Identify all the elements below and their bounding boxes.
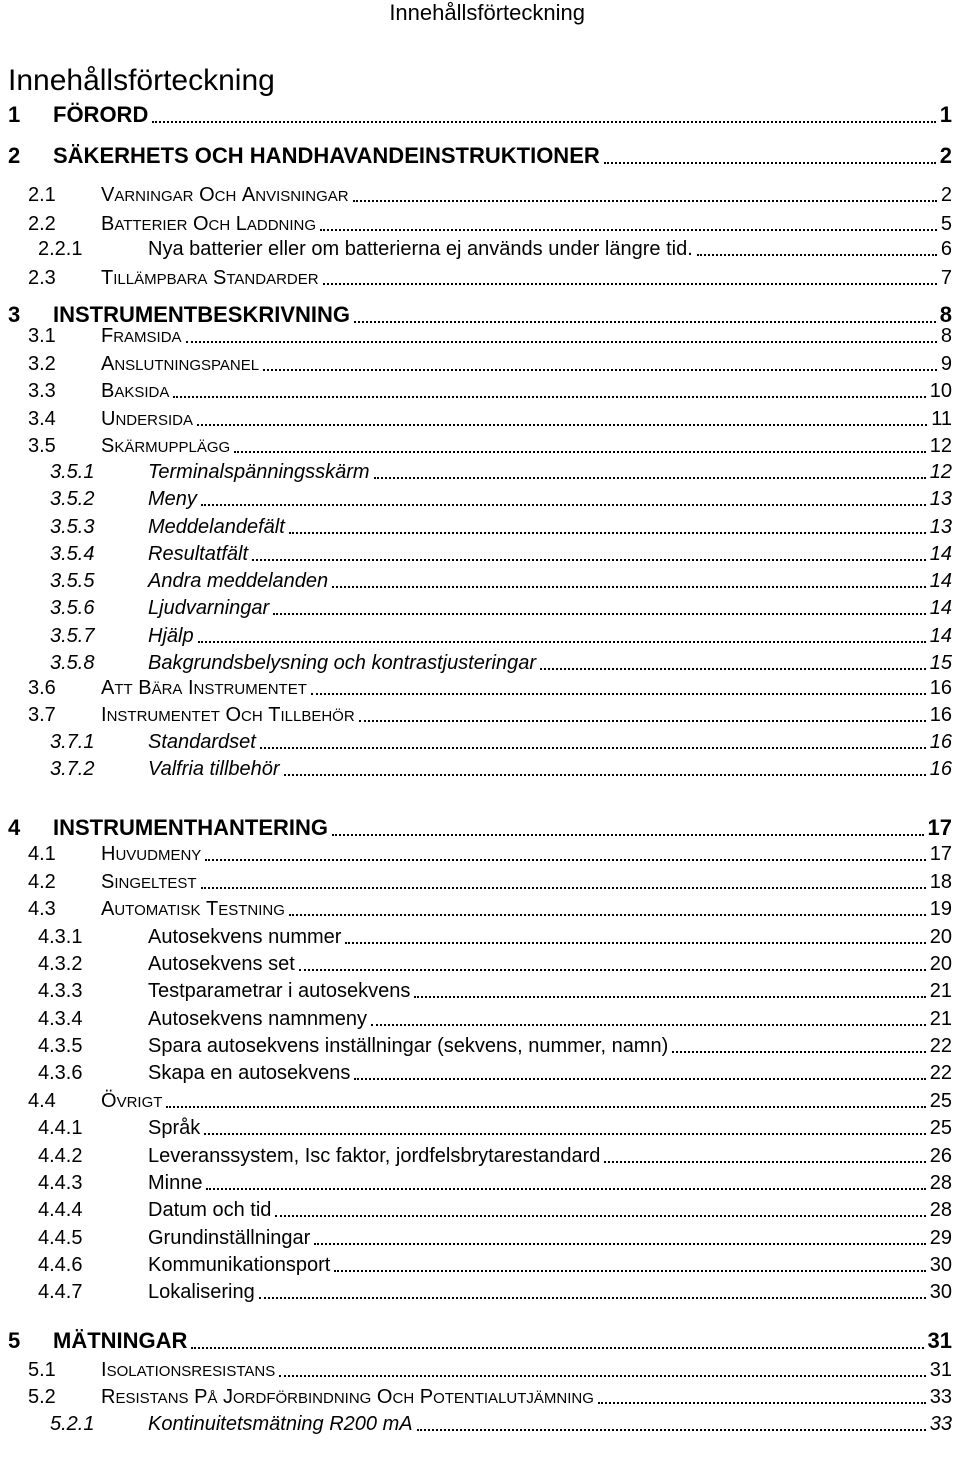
toc-entry[interactable] bbox=[0, 262, 960, 292]
toc-entry-number: 4.4.5 bbox=[38, 1227, 83, 1249]
toc-entry[interactable] bbox=[0, 565, 960, 595]
toc-entry[interactable] bbox=[0, 1276, 960, 1306]
toc-entry-title: Kommunikationsport bbox=[148, 1254, 331, 1276]
toc-dot-leader bbox=[173, 396, 925, 398]
toc-entry-number: 4.2 bbox=[28, 871, 56, 893]
toc-entry[interactable] bbox=[0, 1030, 960, 1060]
toc-entry-title: Testparametrar i autosekvens bbox=[148, 980, 411, 1002]
toc-entry-number: 3.5.1 bbox=[50, 461, 95, 483]
toc-entry[interactable] bbox=[0, 699, 960, 729]
toc-entry-page-number: 15 bbox=[929, 652, 952, 674]
toc-entry-page-number: 31 bbox=[927, 1328, 952, 1353]
toc-entry[interactable] bbox=[0, 672, 960, 702]
toc-entry[interactable] bbox=[0, 538, 960, 568]
toc-entry[interactable] bbox=[0, 403, 960, 433]
toc-entry[interactable] bbox=[0, 320, 960, 350]
toc-entry-page-number: 2 bbox=[939, 143, 952, 168]
toc-dot-leader bbox=[353, 200, 937, 202]
toc-entry-number: 5 bbox=[8, 1328, 21, 1353]
toc-entry-number: 4.3.2 bbox=[38, 953, 83, 975]
toc-entry-title: I NSTRUMENTET O CH T ILLBEHÖR bbox=[101, 704, 355, 726]
toc-entry-page-number: 29 bbox=[929, 1227, 952, 1249]
toc-entry-page-number: 9 bbox=[940, 353, 952, 375]
toc-entry-number: 3.5.3 bbox=[50, 516, 95, 538]
toc-entry[interactable] bbox=[0, 1222, 960, 1252]
toc-entry-number: 4.4.4 bbox=[38, 1199, 83, 1221]
toc-entry-title: Autosekvens nummer bbox=[148, 926, 342, 948]
toc-entry-page-number: 13 bbox=[929, 488, 952, 510]
toc-dot-leader bbox=[279, 1375, 926, 1377]
toc-entry[interactable] bbox=[0, 1167, 960, 1197]
toc-dot-leader bbox=[604, 162, 936, 164]
toc-entry-title: Meddelandefält bbox=[148, 516, 285, 538]
toc-dot-leader bbox=[334, 1270, 925, 1272]
toc-entry-number: 4.4.6 bbox=[38, 1254, 83, 1276]
toc-entry-number: 3.3 bbox=[28, 380, 56, 402]
toc-entry-title: Bakgrundsbelysning och kontrastjusteringar bbox=[148, 652, 536, 674]
toc-entry-page-number: 8 bbox=[940, 325, 952, 347]
toc-entry-number: 3.4 bbox=[28, 408, 56, 430]
toc-entry-page-number: 28 bbox=[929, 1172, 952, 1194]
toc-entry[interactable] bbox=[0, 1408, 960, 1438]
toc-entry[interactable] bbox=[0, 179, 960, 209]
toc-dot-leader bbox=[198, 641, 926, 643]
toc-entry[interactable] bbox=[0, 1003, 960, 1033]
toc-dot-leader bbox=[371, 1024, 926, 1026]
toc-dot-leader bbox=[414, 996, 925, 998]
toc-dot-leader bbox=[320, 229, 937, 231]
toc-entry-title: SÄKERHETS OCH HANDHAVANDEINSTRUKTIONER bbox=[53, 143, 600, 168]
toc-dot-leader bbox=[260, 747, 926, 749]
toc-entry-page-number: 21 bbox=[929, 1008, 952, 1030]
toc-entry-page-number: 30 bbox=[929, 1281, 952, 1303]
toc-entry-page-number: 22 bbox=[929, 1062, 952, 1084]
toc-entry-number: 4.3.1 bbox=[38, 926, 83, 948]
toc-entry-page-number: 19 bbox=[929, 898, 952, 920]
toc-entry-number: 3.5.8 bbox=[50, 652, 95, 674]
toc-entry-number: 3.5 bbox=[28, 435, 56, 457]
toc-entry-number: 4.4.7 bbox=[38, 1281, 83, 1303]
toc-entry-title: V ARNINGAR O CH A NVISNINGAR bbox=[101, 184, 349, 206]
toc-entry-page-number: 21 bbox=[929, 980, 952, 1002]
toc-entry-page-number: 18 bbox=[929, 871, 952, 893]
toc-entry[interactable] bbox=[0, 456, 960, 486]
toc-entry-title: Andra meddelanden bbox=[148, 570, 329, 592]
toc-entry-title: A TT B ÄRA I NSTRUMENTET bbox=[101, 677, 307, 699]
toc-entry-number: 4.3.3 bbox=[38, 980, 83, 1002]
toc-entry-number: 2.2 bbox=[28, 213, 56, 235]
toc-entry-title: A NSLUTNINGSPANEL bbox=[101, 353, 260, 375]
toc-entry-title: MÄTNINGAR bbox=[53, 1328, 188, 1353]
toc-dot-leader bbox=[540, 668, 926, 670]
toc-entry[interactable] bbox=[0, 1249, 960, 1279]
toc-entry-number: 4.4.3 bbox=[38, 1172, 83, 1194]
toc-entry-title: A UTOMATISK T ESTNING bbox=[101, 898, 285, 920]
toc-dot-leader bbox=[166, 1106, 925, 1108]
toc-entry-page-number: 6 bbox=[940, 238, 952, 260]
toc-entry-title: Leveranssystem, Isc faktor, jordfelsbrytarestandard bbox=[148, 1145, 601, 1167]
toc-entry[interactable] bbox=[0, 948, 960, 978]
toc-dot-leader bbox=[604, 1161, 925, 1163]
toc-entry-number: 5.2.1 bbox=[50, 1413, 95, 1435]
toc-entry[interactable] bbox=[0, 348, 960, 378]
toc-entry-page-number: 16 bbox=[929, 731, 952, 753]
toc-entry-title: R ESISTANS P Å J ORDFÖRBINDNING O CH P OTENTIALUTJÄMNING bbox=[101, 1386, 594, 1408]
toc-entry-number: 3.7.1 bbox=[50, 731, 95, 753]
toc-dot-leader bbox=[201, 504, 926, 506]
toc-dot-leader bbox=[284, 774, 926, 776]
toc-entry-number: 2 bbox=[8, 143, 21, 168]
toc-dot-leader bbox=[417, 1429, 926, 1431]
toc-entry-title: Hjälp bbox=[148, 625, 194, 647]
toc-entry-number: 4.3 bbox=[28, 898, 56, 920]
toc-entry[interactable] bbox=[0, 511, 960, 541]
toc-entry-page-number: 14 bbox=[929, 543, 952, 565]
toc-entry-page-number: 8 bbox=[939, 302, 952, 327]
toc-entry[interactable] bbox=[0, 1354, 960, 1384]
toc-entry[interactable] bbox=[0, 620, 960, 650]
toc-entry-title: Spara autosekvens inställningar (sekvens, nummer, namn) bbox=[148, 1035, 669, 1057]
toc-dot-leader bbox=[191, 1347, 923, 1349]
toc-entry-page-number: 16 bbox=[929, 758, 952, 780]
toc-entry-title: Kontinuitetsmätning R200 mA bbox=[148, 1413, 413, 1435]
toc-entry-title: Skapa en autosekvens bbox=[148, 1062, 351, 1084]
toc-dot-leader bbox=[206, 1188, 925, 1190]
toc-entry-title: Datum och tid bbox=[148, 1199, 272, 1221]
toc-entry[interactable] bbox=[0, 975, 960, 1005]
toc-entry-title: F RAMSIDA bbox=[101, 325, 182, 347]
toc-entry-page-number: 33 bbox=[929, 1413, 952, 1435]
toc-dot-leader bbox=[289, 914, 926, 916]
toc-entry-page-number: 17 bbox=[929, 843, 952, 865]
toc-entry-page-number: 14 bbox=[929, 597, 952, 619]
toc-entry-page-number: 1 bbox=[939, 102, 952, 127]
toc-entry-title: Autosekvens namnmeny bbox=[148, 1008, 368, 1030]
toc-entry-title: Autosekvens set bbox=[148, 953, 295, 975]
toc-entry-number: 4 bbox=[8, 815, 21, 840]
toc-entry[interactable] bbox=[0, 1112, 960, 1142]
toc-dot-leader bbox=[263, 369, 937, 371]
toc-entry[interactable] bbox=[0, 141, 960, 171]
toc-dot-leader bbox=[311, 693, 926, 695]
toc-entry-number: 3.5.6 bbox=[50, 597, 95, 619]
toc-entry-title: Standardset bbox=[148, 731, 256, 753]
toc-entry-number: 4.3.5 bbox=[38, 1035, 83, 1057]
toc-entry-title: H UVUDMENY bbox=[101, 843, 202, 865]
toc-entry-page-number: 10 bbox=[929, 380, 952, 402]
toc-entry-title: Ö VRIGT bbox=[101, 1090, 163, 1112]
toc-entry-page-number: 13 bbox=[929, 516, 952, 538]
toc-entry-number: 4.4.1 bbox=[38, 1117, 83, 1139]
toc-dot-leader bbox=[201, 887, 926, 889]
toc-entry[interactable] bbox=[0, 1140, 960, 1170]
toc-entry-page-number: 14 bbox=[929, 625, 952, 647]
toc-entry-number: 4.4.2 bbox=[38, 1145, 83, 1167]
toc-entry-number: 3.6 bbox=[28, 677, 56, 699]
page-title: Innehållsförteckning bbox=[8, 64, 275, 97]
toc-entry[interactable] bbox=[0, 1085, 960, 1115]
toc-entry-title: Nya batterier eller om batterierna ej används under längre tid. bbox=[148, 238, 693, 260]
toc-dot-leader bbox=[152, 121, 935, 123]
toc-entry-title: Valfria tillbehör bbox=[148, 758, 280, 780]
toc-entry-page-number: 25 bbox=[929, 1090, 952, 1112]
toc-entry-title: Minne bbox=[148, 1172, 203, 1194]
toc-entry-page-number: 16 bbox=[929, 677, 952, 699]
toc-entry-title: Resultatfält bbox=[148, 543, 249, 565]
toc-entry[interactable] bbox=[0, 233, 960, 263]
toc-entry-number: 3.5.2 bbox=[50, 488, 95, 510]
toc-entry-title: T ILLÄMPBARA S TANDARDER bbox=[101, 267, 319, 289]
toc-entry-page-number: 12 bbox=[929, 461, 952, 483]
toc-entry[interactable] bbox=[0, 838, 960, 868]
toc-entry-title: Grundinställningar bbox=[148, 1227, 311, 1249]
toc-dot-leader bbox=[289, 532, 926, 534]
toc-entry-page-number: 2 bbox=[940, 184, 952, 206]
toc-entry[interactable] bbox=[0, 375, 960, 405]
toc-dot-leader bbox=[234, 451, 926, 453]
toc-entry[interactable] bbox=[0, 921, 960, 951]
toc-entry-page-number: 17 bbox=[927, 815, 952, 840]
toc-dot-leader bbox=[186, 341, 937, 343]
toc-entry-title: FÖRORD bbox=[53, 102, 149, 127]
toc-entry-page-number: 26 bbox=[929, 1145, 952, 1167]
toc-dot-leader bbox=[252, 559, 926, 561]
toc-entry-page-number: 25 bbox=[929, 1117, 952, 1139]
toc-entry-number: 4.4 bbox=[28, 1090, 56, 1112]
toc-dot-leader bbox=[598, 1402, 926, 1404]
toc-entry-page-number: 7 bbox=[940, 267, 952, 289]
toc-dot-leader bbox=[672, 1051, 925, 1053]
toc-entry-number: 4.1 bbox=[28, 843, 56, 865]
toc-entry-title: Meny bbox=[148, 488, 197, 510]
toc-entry-number: 5.1 bbox=[28, 1359, 56, 1381]
toc-dot-leader bbox=[345, 942, 925, 944]
toc-entry-number: 5.2 bbox=[28, 1386, 56, 1408]
toc-entry-title: Språk bbox=[148, 1117, 201, 1139]
toc-entry[interactable] bbox=[0, 100, 960, 130]
toc-entry-page-number: 31 bbox=[929, 1359, 952, 1381]
toc-entry-title: INSTRUMENTHANTERING bbox=[53, 815, 328, 840]
toc-entry-number: 3.7.2 bbox=[50, 758, 95, 780]
toc-entry-title: Terminalspänningsskärm bbox=[148, 461, 370, 483]
toc-entry[interactable] bbox=[0, 893, 960, 923]
toc-entry-number: 3.7 bbox=[28, 704, 56, 726]
toc-entry-page-number: 5 bbox=[940, 213, 952, 235]
toc-dot-leader bbox=[273, 613, 926, 615]
toc-entry-number: 3.2 bbox=[28, 353, 56, 375]
toc-entry-number: 3.1 bbox=[28, 325, 56, 347]
toc-dot-leader bbox=[275, 1215, 925, 1217]
toc-entry[interactable] bbox=[0, 483, 960, 513]
toc-entry-number: 4.3.4 bbox=[38, 1008, 83, 1030]
toc-entry-title: B ATTERIER O CH L ADDNING bbox=[101, 213, 317, 235]
toc-entry[interactable] bbox=[0, 1381, 960, 1411]
running-header: Innehållsförteckning bbox=[389, 0, 585, 25]
toc-dot-leader bbox=[354, 1078, 925, 1080]
toc-dot-leader bbox=[204, 1133, 926, 1135]
toc-dot-leader bbox=[299, 969, 926, 971]
toc-entry-number: 2.1 bbox=[28, 184, 56, 206]
toc-entry-title: Lokalisering bbox=[148, 1281, 255, 1303]
toc-entry-page-number: 14 bbox=[929, 570, 952, 592]
toc-dot-leader bbox=[374, 477, 926, 479]
toc-entry-number: 3 bbox=[8, 302, 21, 327]
toc-entry-number: 3.5.7 bbox=[50, 625, 95, 647]
toc-entry-page-number: 30 bbox=[929, 1254, 952, 1276]
toc-entry-number: 4.3.6 bbox=[38, 1062, 83, 1084]
toc-entry[interactable] bbox=[0, 866, 960, 896]
toc-entry[interactable] bbox=[0, 726, 960, 756]
toc-dot-leader bbox=[697, 254, 937, 256]
toc-dot-leader bbox=[323, 283, 937, 285]
toc-entry-page-number: 20 bbox=[929, 926, 952, 948]
toc-entry-title: INSTRUMENTBESKRIVNING bbox=[53, 302, 351, 327]
toc-entry-title: Ljudvarningar bbox=[148, 597, 270, 619]
toc-dot-leader bbox=[197, 424, 927, 426]
toc-dot-leader bbox=[205, 859, 925, 861]
toc-entry[interactable] bbox=[0, 753, 960, 783]
toc-entry-page-number: 33 bbox=[929, 1386, 952, 1408]
toc-entry[interactable] bbox=[0, 592, 960, 622]
toc-dot-leader bbox=[332, 586, 926, 588]
toc-entry-page-number: 28 bbox=[929, 1199, 952, 1221]
toc-entry-title: S KÄRMUPPLÄGG bbox=[101, 435, 231, 457]
toc-dot-leader bbox=[332, 834, 924, 836]
toc-dot-leader bbox=[259, 1297, 926, 1299]
toc-dot-leader bbox=[359, 720, 926, 722]
toc-entry-number: 2.2.1 bbox=[38, 238, 83, 260]
toc-entry-number: 1 bbox=[8, 102, 21, 127]
toc-entry-page-number: 16 bbox=[929, 704, 952, 726]
toc-dot-leader bbox=[314, 1243, 925, 1245]
toc-entry-number: 3.5.4 bbox=[50, 543, 95, 565]
toc-entry[interactable] bbox=[0, 1326, 960, 1356]
toc-entry-title: B AKSIDA bbox=[101, 380, 170, 402]
toc-entry-title: S INGELTEST bbox=[101, 871, 197, 893]
toc-entry-title: U NDERSIDA bbox=[101, 408, 193, 430]
toc-entry[interactable] bbox=[0, 1057, 960, 1087]
toc-entry-page-number: 20 bbox=[929, 953, 952, 975]
toc-entry-number: 2.3 bbox=[28, 267, 56, 289]
toc-entry-title: I SOLATIONSRESISTANS bbox=[101, 1359, 276, 1381]
toc-entry[interactable] bbox=[0, 1194, 960, 1224]
toc-entry-page-number: 22 bbox=[929, 1035, 952, 1057]
toc-entry-page-number: 12 bbox=[929, 435, 952, 457]
toc-entry-number: 3.5.5 bbox=[50, 570, 95, 592]
toc-entry-page-number: 11 bbox=[931, 408, 952, 430]
